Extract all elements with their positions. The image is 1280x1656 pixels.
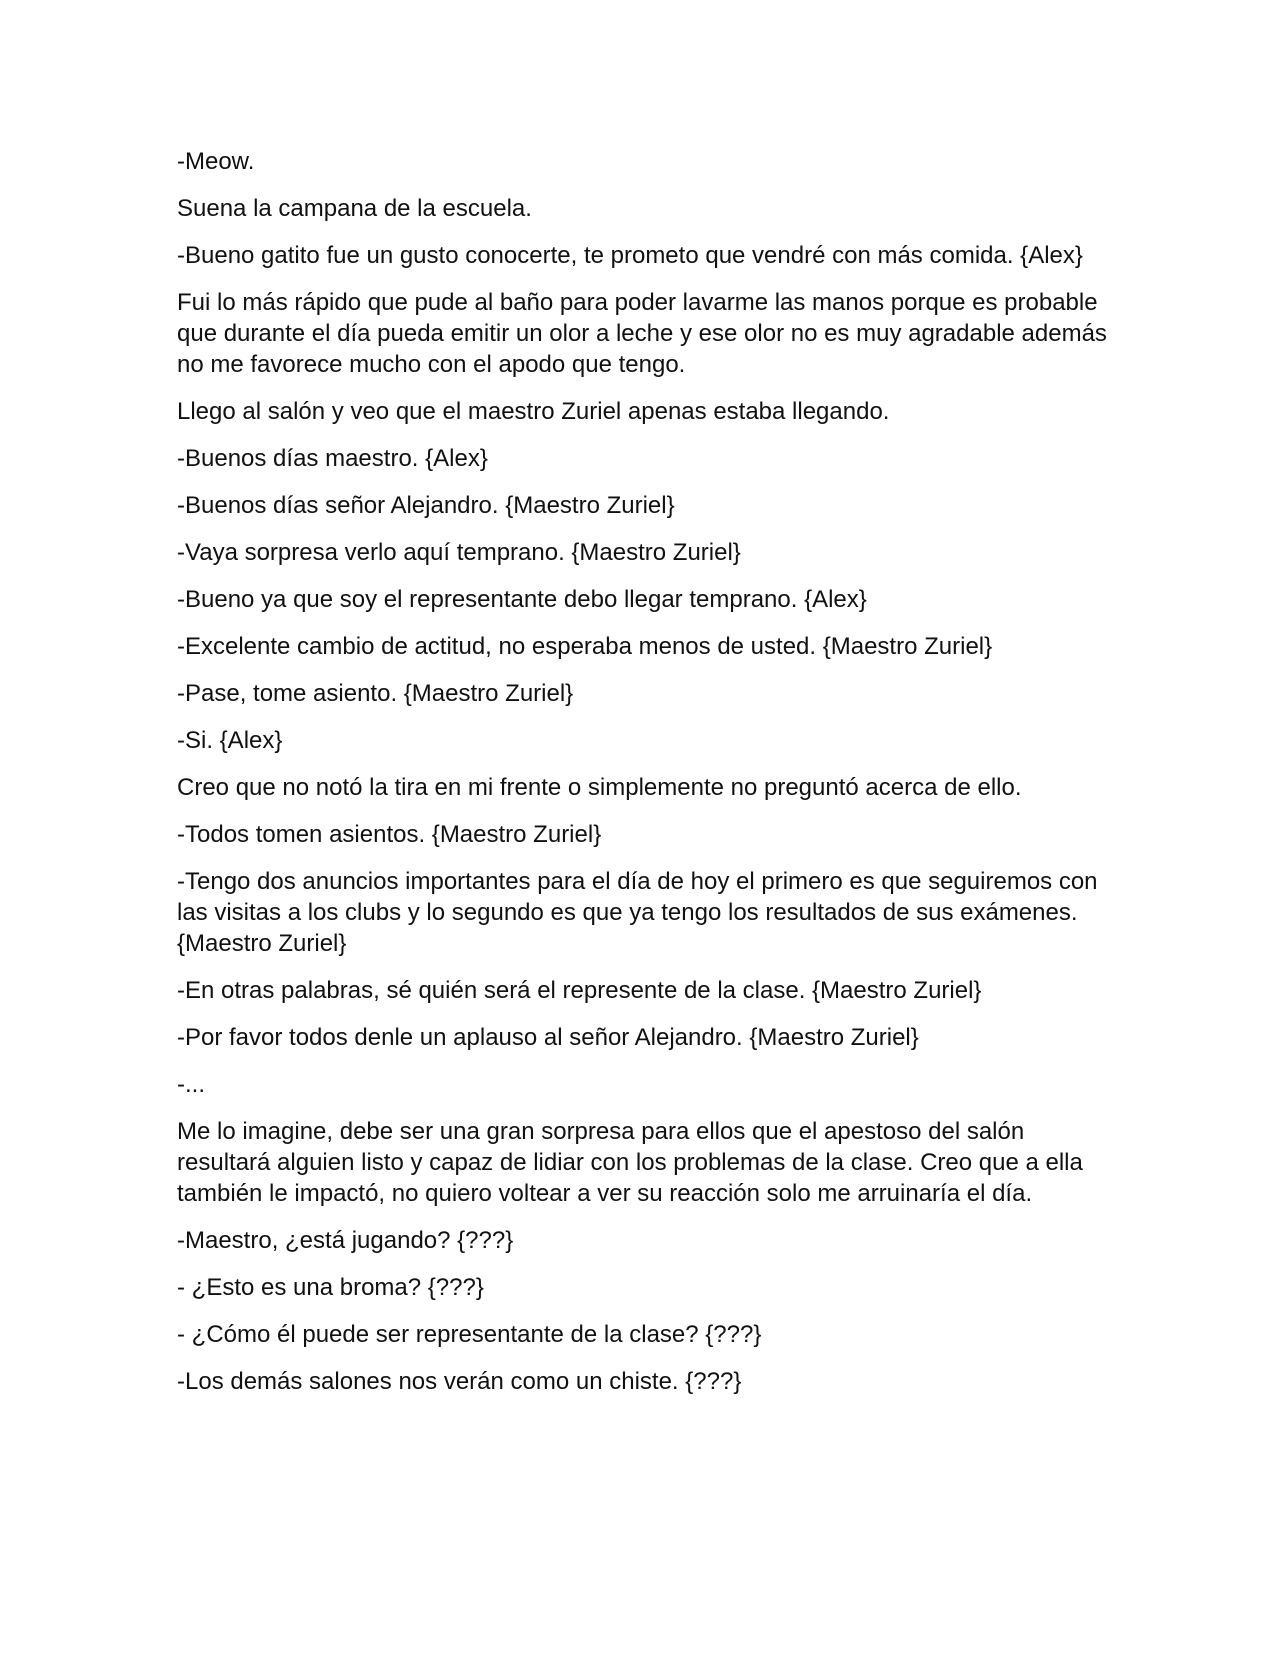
- paragraph: Llego al salón y veo que el maestro Zuriel apenas estaba llegando.: [177, 398, 890, 425]
- paragraph: - ¿Cómo él puede ser representante de la clase? {???}: [177, 1321, 762, 1348]
- paragraph: Fui lo más rápido que pude al baño para poder lavarme las manos porque es probable que durante el día pueda emitir un olor a leche y ese olor no es muy agradable además no me favorece mucho con el apodo que tengo.: [177, 289, 1107, 378]
- paragraph: -Vaya sorpresa verlo aquí temprano. {Maestro Zuriel}: [177, 539, 741, 566]
- paragraph: -Si. {Alex}: [177, 727, 283, 754]
- paragraph: Me lo imagine, debe ser una gran sorpresa para ellos que el apestoso del salón resultará alguien listo y capaz de lidiar con los problemas de la clase. Creo que a ella también le impactó, no quiero voltear a ver su reacción solo me arruinaría el día.: [177, 1118, 1083, 1207]
- paragraph: -Buenos días señor Alejandro. {Maestro Zuriel}: [177, 492, 675, 519]
- paragraph: -Buenos días maestro. {Alex}: [177, 445, 488, 472]
- paragraph: -Por favor todos denle un aplauso al señor Alejandro. {Maestro Zuriel}: [177, 1024, 919, 1051]
- paragraph: -Todos tomen asientos. {Maestro Zuriel}: [177, 821, 602, 848]
- paragraph: -Maestro, ¿está jugando? {???}: [177, 1227, 514, 1254]
- paragraph: -En otras palabras, sé quién será el represente de la clase. {Maestro Zuriel}: [177, 977, 982, 1004]
- paragraph: -Bueno ya que soy el representante debo llegar temprano. {Alex}: [177, 586, 867, 613]
- document-body: [177, 146, 1107, 1413]
- paragraph: Suena la campana de la escuela.: [177, 195, 532, 222]
- paragraph: -Tengo dos anuncios importantes para el día de hoy el primero es que seguiremos con las visitas a los clubs y lo segundo es que ya tengo los resultados de sus exámenes. {Maestro Zuriel}: [177, 868, 1098, 957]
- paragraph: -Excelente cambio de actitud, no esperaba menos de usted. {Maestro Zuriel}: [177, 633, 993, 660]
- paragraph: Creo que no notó la tira en mi frente o simplemente no preguntó acerca de ello.: [177, 774, 1022, 801]
- paragraph: -Los demás salones nos verán como un chiste. {???}: [177, 1368, 742, 1395]
- paragraph: -...: [177, 1071, 205, 1098]
- paragraph: -Pase, tome asiento. {Maestro Zuriel}: [177, 680, 574, 707]
- paragraph: - ¿Esto es una broma? {???}: [177, 1274, 484, 1301]
- paragraph: -Meow.: [177, 148, 255, 175]
- paragraph: -Bueno gatito fue un gusto conocerte, te prometo que vendré con más comida. {Alex}: [177, 242, 1083, 269]
